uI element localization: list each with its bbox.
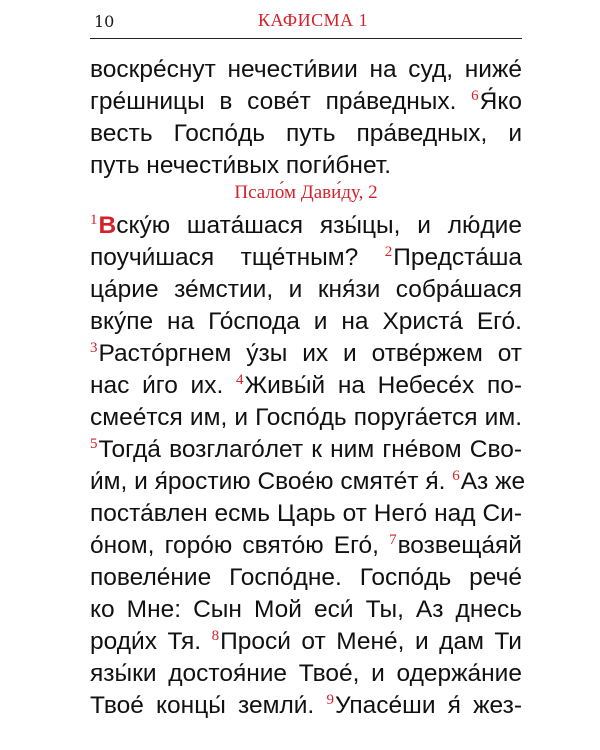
page-number: 10 bbox=[94, 12, 115, 31]
verse-number: 6 bbox=[452, 468, 460, 484]
verse-number: 5 bbox=[90, 436, 98, 452]
verse-number: 6 bbox=[471, 88, 479, 104]
text-line: язы́ки достоя́ние Твое́, и одержа́ние bbox=[90, 660, 522, 687]
verse-number: 3 bbox=[90, 340, 98, 356]
psalm-heading: Псало́м Дави́ду, 2 bbox=[234, 182, 378, 203]
verse-number: 8 bbox=[211, 628, 220, 644]
text-line: Твое́ концы́ земли́. $^9$Упасе́ши я́ жез- bbox=[90, 692, 522, 719]
text-line: путь нечести́вых поги́бнет. bbox=[90, 152, 392, 179]
text-line: поучи́шася тще́тным? $^2$Предста́ша bbox=[90, 244, 522, 271]
running-title: КАФИСМА 1 bbox=[258, 10, 369, 30]
text-line: и́м, и я́ростию Свое́ю смяте́т я́. $^6$Аз же bbox=[90, 468, 526, 495]
text-line: весть Госпо́дь путь пра́ведных, и bbox=[90, 120, 522, 147]
running-head bbox=[0, 0, 600, 44]
header-rule bbox=[90, 38, 522, 39]
text-line: $^1$Вску́ю шата́шася язы́цы, и лю́дие bbox=[90, 212, 522, 239]
verse-number: 4 bbox=[236, 372, 244, 388]
text-line: $^5$Тогда́ возглаго́лет к ним гне́вом Сво- bbox=[90, 436, 522, 463]
text-line: повеле́ние Госпо́дне. Госпо́дь рече́ bbox=[90, 564, 522, 591]
text-line: $^3$Растóргнем у́зы их и отве́ржем от bbox=[90, 340, 522, 367]
text-line: роди́х Тя. $^8$Проси́ от Мене́, и дам Ти bbox=[90, 628, 522, 655]
text-line: смее́тся им, и Госпо́дь поруга́ется им. bbox=[90, 404, 522, 431]
text-line: нас и́го их. $^4$Живы́й на Небесе́х по- bbox=[90, 372, 522, 399]
text-line: ца́рие зе́мстии, и кня́зи собра́шася bbox=[90, 276, 522, 303]
text-line: поста́влен есмь Царь от Него́ над Си- bbox=[90, 500, 522, 527]
verse-number: 1 bbox=[90, 212, 98, 228]
text-line: гре́шницы в сове́т пра́ведных. $^6$Я́ко bbox=[90, 88, 522, 115]
text-line: ко Мне: Сын Мой еси́ Ты, Аз днесь bbox=[90, 596, 522, 623]
text-line: о́ном, горо́ю свято́ю Его́, $^7$возвеща́яй bbox=[90, 532, 522, 559]
verse-number: 9 bbox=[326, 692, 334, 708]
text-line: вку́пе на Го́спода и на Христа́ Его́. bbox=[90, 308, 522, 335]
text-line: воскре́снут нечести́вии на суд, ниже́ bbox=[90, 56, 522, 83]
verse-number: 2 bbox=[384, 244, 393, 260]
initial-capital: В bbox=[98, 212, 117, 239]
verse-number: 7 bbox=[389, 532, 397, 548]
